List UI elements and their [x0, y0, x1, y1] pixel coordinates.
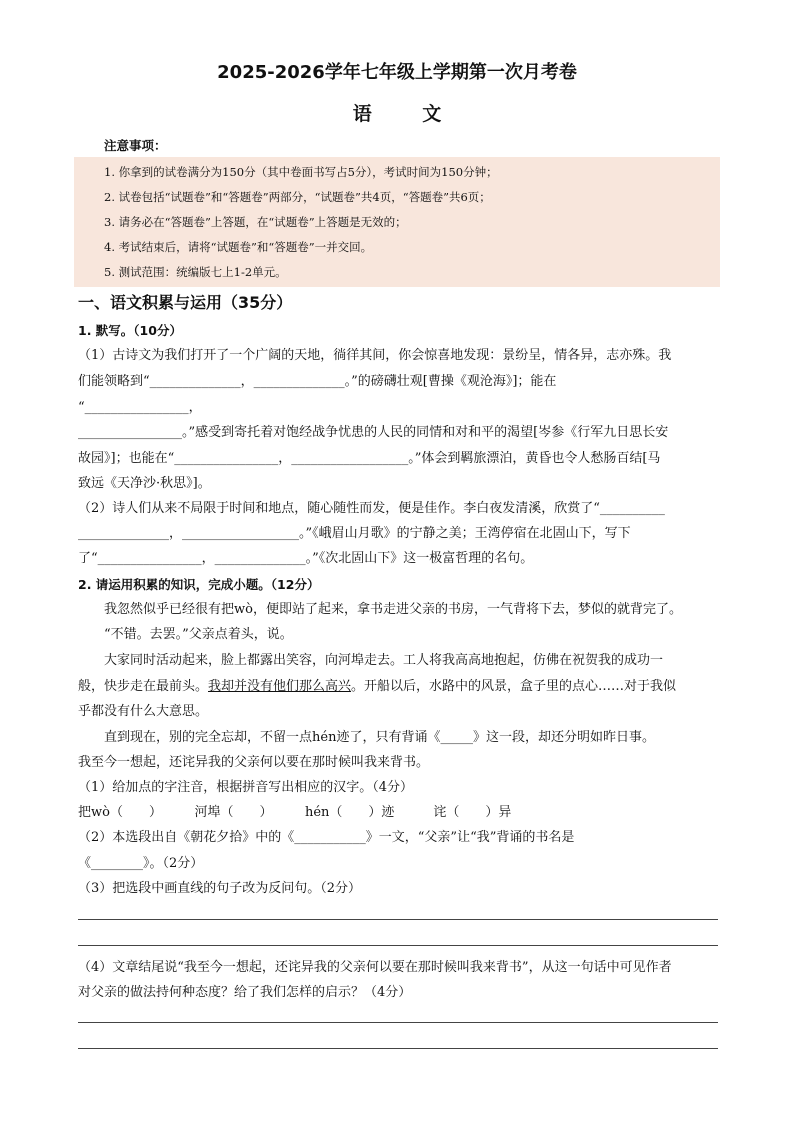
question-text: ______________，__________________。”《峨眉山月歌》的宁静之美；王湾停宿在北固山下，写下	[78, 526, 631, 541]
passage-line: 我忽然似乎已经很有把wò，便即站了起来，拿书走进父亲的书房，一气背将下去，梦似的就背完了。	[78, 602, 682, 617]
sub-question: （2）本选段出自《朝花夕拾》中的《___________》一文，“父亲”让“我”背诵的书名是	[78, 830, 575, 845]
question-text: 故园》]；也能在“________________，__________________。”体会到羁旅漂泊，黄昏也令人愁肠百结[马	[78, 451, 661, 466]
answer-line[interactable]	[78, 1048, 718, 1049]
passage-line: 我至今一想起，还诧异我的父亲何以要在那时候叫我来背书。	[78, 755, 430, 770]
question-text: “________________，	[78, 400, 202, 415]
question-heading: 1. 默写。（10分）	[78, 323, 182, 338]
answer-blanks[interactable]: 把wò（ ） 河埠（ ） hén（ ）迹 诧（ ）异	[78, 805, 512, 820]
question-text: （2）诗人们从来不局限于时间和地点，随心随性而发，便是佳作。李白夜发清溪，欣赏了“__________	[78, 501, 665, 516]
answer-line[interactable]	[78, 919, 718, 920]
passage-text: 。开船以后，水路中的风景，盒子里的点心……对于我似	[351, 679, 677, 694]
section-heading: 一、语文积累与运用（35分）	[78, 293, 293, 312]
question-text: 致远《天净沙·秋思》]。	[78, 476, 211, 491]
sub-question: 《________》。（2分）	[78, 856, 204, 871]
question-heading: 2. 请运用积累的知识，完成小题。（12分）	[78, 577, 320, 592]
question-text: 们能领略到“______________，______________。”的磅礴壮观[曹操《观沧海》]；能在	[78, 374, 557, 389]
question-text: 了“________________，______________。”《次北固山下》这一极富哲理的名句。	[78, 551, 534, 566]
notice-item: 1. 你拿到的试卷满分为150分（其中卷面书写占5分），考试时间为150分钟；	[104, 165, 498, 179]
passage-line: 直到现在，别的完全忘却，不留一点hén迹了，只有背诵《_____》这一段，却还分明如昨日事。	[78, 730, 655, 745]
sub-question: （1）给加点的字注音，根据拼音写出相应的汉字。（4分）	[78, 780, 414, 795]
notice-item: 3. 请务必在“答题卷”上答题，在“试题卷”上答题是无效的；	[104, 215, 407, 229]
passage-line: 乎都没有什么大意思。	[78, 704, 209, 719]
sub-question: （3）把选段中画直线的句子改为反问句。（2分）	[78, 881, 362, 896]
question-text: ________________。”感受到寄托着对饱经战争忧患的人民的同情和对和平的渴望[岑参《行军九日思长安	[78, 425, 669, 440]
exam-title: 2025-2026学年七年级上学期第一次月考卷	[217, 62, 577, 83]
subject-title: 语 文	[352, 103, 464, 125]
notice-item: 4. 考试结束后，请将“试题卷”和“答题卷”一并交回。	[104, 240, 373, 254]
question-text: （1）古诗文为我们打开了一个广阔的天地，徜徉其间，你会惊喜地发现：景纷呈，情各异，志亦殊。我	[78, 348, 672, 363]
passage-line: “不错。去罢。”父亲点着头，说。	[78, 627, 293, 642]
sub-question: （4）文章结尾说“我至今一想起，还诧异我的父亲何以要在那时候叫我来背书”，从这一句话中可见作者	[78, 960, 672, 975]
notice-item: 2. 试卷包括“试题卷”和“答题卷”两部分，“试题卷”共4页，“答题卷”共6页；	[104, 190, 491, 204]
answer-line[interactable]	[78, 945, 718, 946]
underlined-sentence: 我却并没有他们那么高兴	[208, 679, 352, 694]
notice-heading: 注意事项：	[104, 138, 167, 153]
sub-question: 对父亲的做法持何种态度？给了我们怎样的启示？（4分）	[78, 985, 412, 1000]
notice-item: 5. 测试范围：统编版七上1-2单元。	[104, 265, 287, 279]
passage-line: 大家同时活动起来，脸上都露出笑容，向河埠走去。工人将我高高地抱起，仿佛在祝贺我的成功一	[78, 653, 664, 668]
passage-text: 般，快步走在最前头。	[78, 679, 209, 694]
passage-line	[78, 678, 676, 696]
answer-line[interactable]	[78, 1022, 718, 1023]
